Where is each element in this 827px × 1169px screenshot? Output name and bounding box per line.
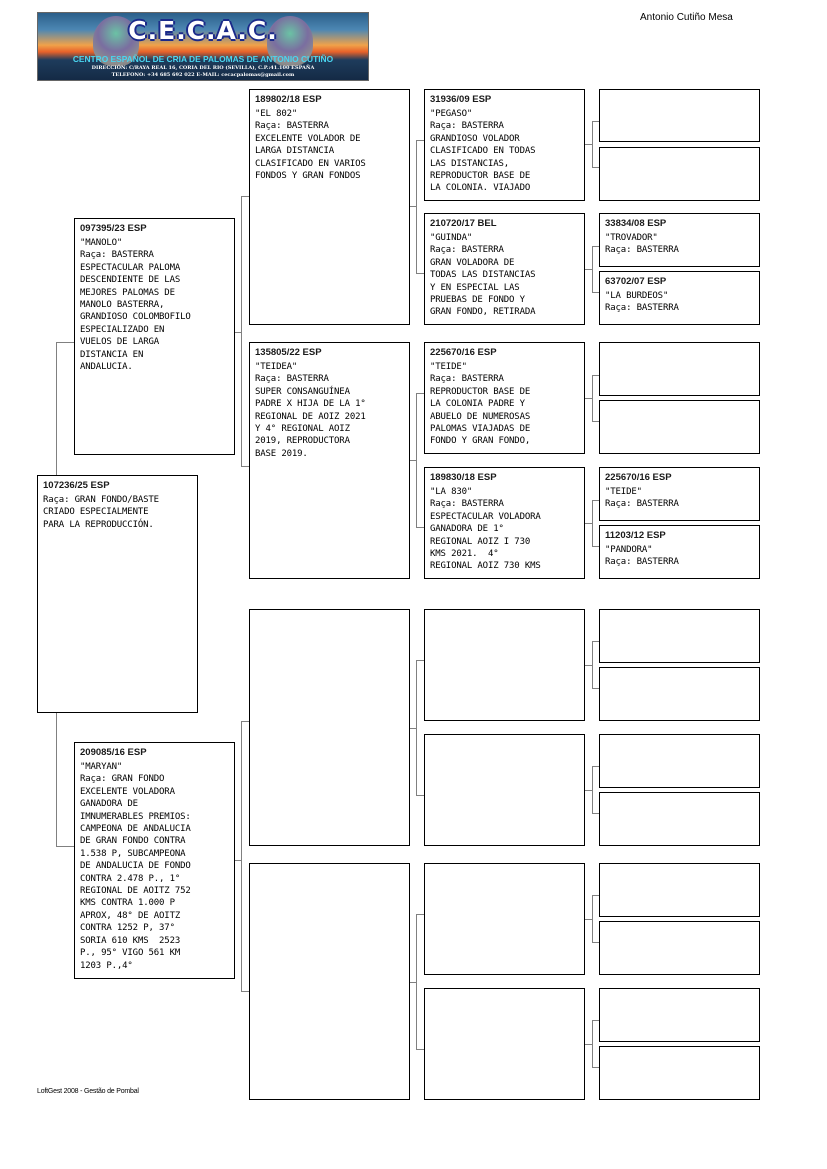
connector-line xyxy=(592,688,599,689)
connector-line xyxy=(56,342,57,475)
grandparent-card[interactable] xyxy=(249,342,410,579)
ring-number: 33834/08 ESP xyxy=(605,218,667,229)
connector-line xyxy=(584,790,592,791)
connector-line xyxy=(592,500,593,547)
connector-line xyxy=(416,914,417,1050)
connector-line xyxy=(592,942,599,943)
connector-line xyxy=(592,1020,593,1068)
ring-number: 63702/07 ESP xyxy=(605,276,667,287)
gg-grandparent-card[interactable] xyxy=(599,734,760,788)
bird-notes: "MARYAN" Raça: GRAN FONDO EXCELENTE VOLADORA GANADORA DE IMNUMERABLES PREMIOS: CAMPEONA DE ANDALUCIA DE GRAN FONDO CONTRA 1.538 P, SUBCAMPEONA DE ANDALUCIA DE FONDO CONTRA 2.478 P., 1° REGIONAL DE AOITZ 752 KMS CONTRA 1.000 P APROX, 48° DE AOITZ CONTRA 1252 P, 37° SORIA 610 KMS 2523 P., 95° VIGO 561 KM 1203 P.,4° xyxy=(80,762,191,971)
ring-number: 209085/16 ESP xyxy=(80,747,147,758)
gg-grandparent-card[interactable] xyxy=(599,467,760,521)
connector-line xyxy=(56,846,74,847)
connector-line xyxy=(234,860,241,861)
gg-grandparent-card[interactable] xyxy=(599,609,760,663)
logo-contact: TELEFONO: +34 685 692 022 E-MAIL: cecacpalomas@gmail.com xyxy=(111,72,295,78)
ring-number: 107236/25 ESP xyxy=(43,480,110,491)
grandparent-card[interactable] xyxy=(249,89,410,325)
connector-line xyxy=(241,466,249,467)
connector-line xyxy=(592,246,593,293)
connector-line xyxy=(416,660,424,661)
bird-notes: "PEGASO" Raça: BASTERRA GRANDIOSO VOLADOR CLASIFICADO EN TODAS LAS DISTANCIAS, REPRODUCTOR BASE DE LA COLONIA. VIAJADO xyxy=(430,109,536,194)
connector-line xyxy=(241,721,249,722)
connector-line xyxy=(592,500,599,501)
connector-line xyxy=(592,292,599,293)
ring-number: 097395/23 ESP xyxy=(80,223,147,234)
ring-number: 189830/18 ESP xyxy=(430,472,497,483)
connector-line xyxy=(592,766,593,814)
gg-grandparent-card[interactable] xyxy=(599,342,760,396)
great-grandparent-card[interactable] xyxy=(424,213,585,325)
connector-line xyxy=(584,269,592,270)
connector-line xyxy=(592,641,599,642)
connector-line xyxy=(592,421,599,422)
logo-brand: C.E.C.A.C. xyxy=(128,16,278,45)
bird-notes: "LA 830" Raça: BASTERRA ESPECTACULAR VOLADORA GANADORA DE 1° REGIONAL AOIZ I 730 KMS 2021. 4° REGIONAL AOIZ 730 KMS xyxy=(430,487,541,572)
grandparent-card[interactable] xyxy=(249,863,410,1100)
bird-notes: "TEIDEA" Raça: BASTERRA SUPER CONSANGUÍNEA PADRE X HIJA DE LA 1° REGIONAL DE AOIZ 2021 Y 4° REGIONAL AOIZ 2019, REPRODUCTORA BASE 2019. xyxy=(255,362,366,459)
connector-line xyxy=(592,375,599,376)
gg-grandparent-card[interactable] xyxy=(599,667,760,721)
connector-line xyxy=(584,919,592,920)
owner-name: Antonio Cutiño Mesa xyxy=(640,12,733,23)
connector-line xyxy=(584,523,592,524)
connector-line xyxy=(241,196,249,197)
footer-software-credit: LoftGest 2008 - Gestão de Pombal xyxy=(37,1088,139,1095)
ring-number: 31936/09 ESP xyxy=(430,94,492,105)
bird-notes: "TEIDE" Raça: BASTERRA REPRODUCTOR BASE DE LA COLONIA PADRE Y ABUELO DE NUMEROSAS PALOMAS VIAJADAS DE FONDO Y GRAN FONDO, xyxy=(430,362,531,447)
connector-line xyxy=(416,140,417,274)
bird-notes: "MANOLO" Raça: BASTERRA ESPECTACULAR PALOMA DESCENDIENTE DE LAS MEJORES PALOMAS DE MANOLO BASTERRA, GRANDIOSO COLOMBOFILO ESPECIALIZADO EN VUELOS DE LARGA DISTANCIA EN ANDALUCIA. xyxy=(80,238,191,373)
logo-address: DIRECCIÓN: C/RAYA REAL 16, CORIA DEL RIO (SEVILLA), C.P.:41.100 ESPAÑA xyxy=(91,65,315,71)
connector-line xyxy=(592,546,599,547)
connector-line xyxy=(416,914,424,915)
connector-line xyxy=(592,895,593,943)
gg-grandparent-card[interactable] xyxy=(599,988,760,1042)
connector-line xyxy=(592,1020,599,1021)
grandparent-card[interactable] xyxy=(249,609,410,846)
connector-line xyxy=(241,991,249,992)
great-grandparent-card[interactable] xyxy=(424,89,585,201)
bird-notes: "EL 802" Raça: BASTERRA EXCELENTE VOLADOR DE LARGA DISTANCIA CLASIFICADO EN VARIOS FONDOS Y GRAN FONDOS xyxy=(255,109,366,182)
connector-line xyxy=(56,712,57,846)
connector-line xyxy=(592,121,599,122)
connector-line xyxy=(592,121,593,168)
great-grandparent-card[interactable] xyxy=(424,988,585,1100)
connector-line xyxy=(592,246,599,247)
connector-line xyxy=(416,660,417,796)
connector-line xyxy=(592,641,593,689)
connector-line xyxy=(416,527,424,528)
sire-card[interactable] xyxy=(74,218,235,455)
great-grandparent-card[interactable] xyxy=(424,342,585,454)
great-grandparent-card[interactable] xyxy=(424,609,585,721)
great-grandparent-card[interactable] xyxy=(424,863,585,975)
ring-number: 210720/17 BEL xyxy=(430,218,497,229)
bird-notes: "GUINDA" Raça: BASTERRA GRAN VOLADORA DE TODAS LAS DISTANCIAS Y EN ESPECIAL LAS PRUEBAS DE FONDO Y GRAN FONDO, RETIRADA xyxy=(430,233,536,318)
gg-grandparent-card[interactable] xyxy=(599,1046,760,1100)
ring-number: 189802/18 ESP xyxy=(255,94,322,105)
connector-line xyxy=(584,398,592,399)
gg-grandparent-card[interactable] xyxy=(599,271,760,325)
connector-line xyxy=(592,167,599,168)
dam-card[interactable] xyxy=(74,742,235,979)
ring-number: 11203/12 ESP xyxy=(605,530,666,541)
connector-line xyxy=(416,1049,424,1050)
gg-grandparent-card[interactable] xyxy=(599,863,760,917)
bird-notes: "LA BURDEOS" Raça: BASTERRA xyxy=(605,291,679,314)
connector-line xyxy=(584,665,592,666)
great-grandparent-card[interactable] xyxy=(424,467,585,579)
bird-notes: "PANDORA" Raça: BASTERRA xyxy=(605,545,679,568)
connector-line xyxy=(241,721,242,992)
cecac-logo xyxy=(37,12,369,81)
connector-line xyxy=(234,332,241,333)
bird-notes: "TEIDE" Raça: BASTERRA xyxy=(605,487,679,510)
connector-line xyxy=(416,273,424,274)
ring-number: 225670/16 ESP xyxy=(605,472,672,483)
gg-grandparent-card[interactable] xyxy=(599,213,760,267)
connector-line xyxy=(584,144,592,145)
connector-line xyxy=(416,393,417,528)
logo-title: CENTRO ESPAÑOL DE CRIA DE PALOMAS DE ANTONIO CUTIÑO xyxy=(72,54,334,64)
bird-notes: Raça: GRAN FONDO/BASTE CRIADO ESPECIALMENTE PARA LA REPRODUCCIÓN. xyxy=(43,495,159,530)
gg-grandparent-card[interactable] xyxy=(599,921,760,975)
connector-line xyxy=(592,813,599,814)
ring-number: 135805/22 ESP xyxy=(255,347,322,358)
connector-line xyxy=(416,393,424,394)
connector-line xyxy=(416,795,424,796)
subject-card[interactable] xyxy=(37,475,198,713)
connector-line xyxy=(56,342,74,343)
bird-notes: "TROVADOR" Raça: BASTERRA xyxy=(605,233,679,256)
ring-number: 225670/16 ESP xyxy=(430,347,497,358)
gg-grandparent-card[interactable] xyxy=(599,525,760,579)
gg-grandparent-card[interactable] xyxy=(599,792,760,846)
gg-grandparent-card[interactable] xyxy=(599,147,760,201)
connector-line xyxy=(241,196,242,467)
gg-grandparent-card[interactable] xyxy=(599,89,760,142)
connector-line xyxy=(592,895,599,896)
connector-line xyxy=(592,375,593,422)
connector-line xyxy=(592,1067,599,1068)
connector-line xyxy=(416,140,424,141)
great-grandparent-card[interactable] xyxy=(424,734,585,846)
connector-line xyxy=(584,1044,592,1045)
connector-line xyxy=(592,766,599,767)
gg-grandparent-card[interactable] xyxy=(599,400,760,454)
